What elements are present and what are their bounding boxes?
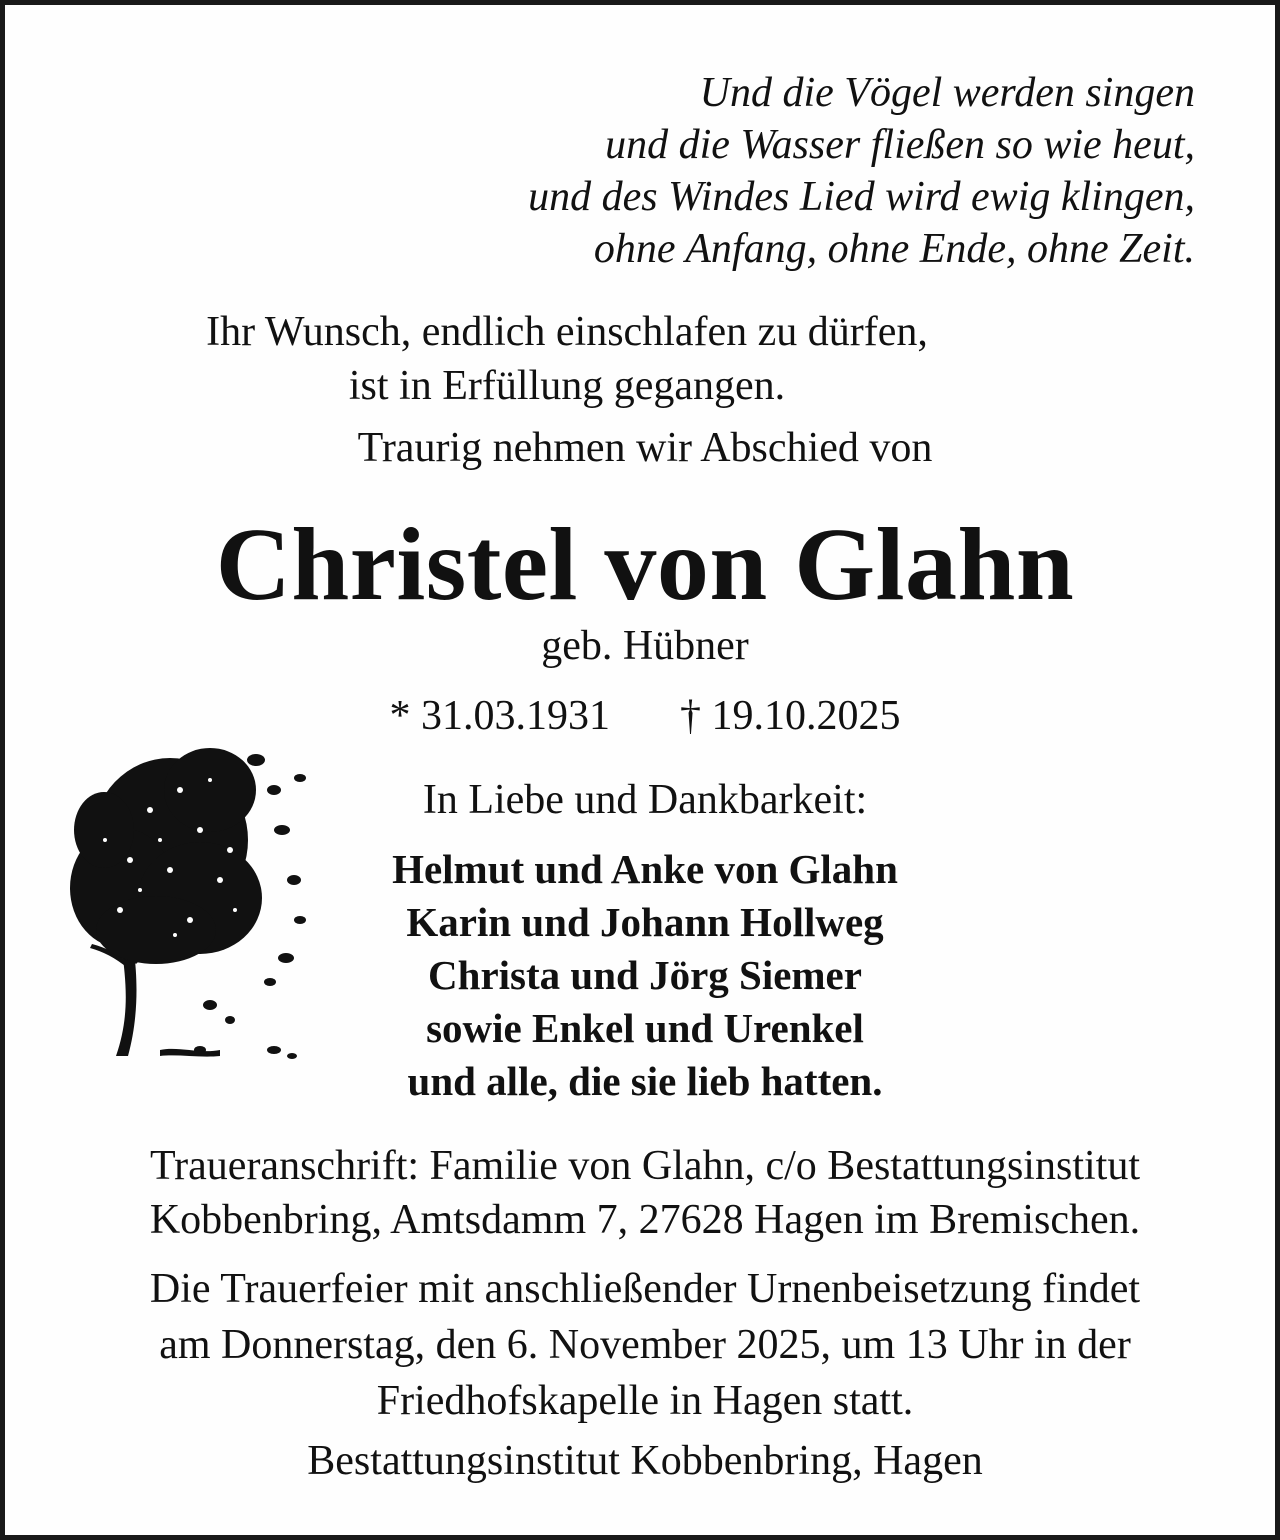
mourning-address: [5, 1139, 1280, 1247]
ceremony-line: Die Trauerfeier mit anschließender Urnenbeisetzung findet: [149, 1266, 1141, 1312]
wish-line: ist in Erfüllung gegangen.: [348, 363, 786, 409]
address-line: Kobbenbring, Amtsdamm 7, 27628 Hagen im Bremischen.: [149, 1197, 1141, 1243]
poem-line: Und die Vögel werden singen: [699, 70, 1195, 116]
mourners-list: [5, 843, 1280, 1108]
undertaker-name: Bestattungsinstitut Kobbenbring, Hagen: [307, 1438, 983, 1484]
mourner-line: und alle, die sie lieb hatten.: [407, 1058, 883, 1104]
birth-name: geb. Hübner: [541, 623, 749, 669]
farewell-intro: Traurig nehmen wir Abschied von: [357, 425, 933, 471]
birth-date: * 31.03.1931: [389, 693, 610, 739]
ceremony-line: am Donnerstag, den 6. November 2025, um 13 Uhr in der: [159, 1322, 1131, 1368]
poem-line: und des Windes Lied wird ewig klingen,: [528, 174, 1195, 220]
wish-text: [0, 305, 1207, 413]
death-date: † 19.10.2025: [680, 693, 901, 739]
deceased-name: Christel von Glahn: [215, 507, 1075, 622]
ceremony-line: Friedhofskapelle in Hagen statt.: [376, 1378, 914, 1424]
mourner-line: Karin und Johann Hollweg: [406, 899, 884, 945]
poem-line: ohne Anfang, ohne Ende, ohne Zeit.: [593, 226, 1195, 272]
mourner-line: Christa und Jörg Siemer: [428, 952, 862, 998]
wish-line: Ihr Wunsch, endlich einschlafen zu dürfen,: [206, 309, 928, 355]
poem-line: und die Wasser fließen so wie heut,: [605, 122, 1195, 168]
dedication: In Liebe und Dankbarkeit:: [422, 777, 868, 823]
mourner-line: sowie Enkel und Urenkel: [426, 1005, 864, 1051]
funeral-ceremony-info: [5, 1261, 1280, 1429]
mourner-line: Helmut und Anke von Glahn: [392, 846, 898, 892]
poem: [295, 67, 1195, 275]
address-line: Traueranschrift: Familie von Glahn, c/o Bestattungsinstitut: [150, 1143, 1140, 1189]
